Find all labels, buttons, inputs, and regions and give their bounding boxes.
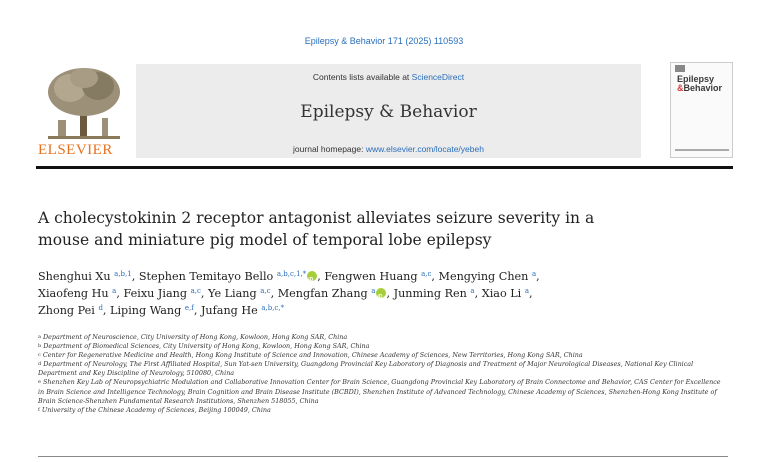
- author-separator: ,: [474, 287, 482, 300]
- author-entry: [38, 287, 123, 300]
- author-separator: ,: [317, 270, 325, 283]
- author-entry: [482, 287, 533, 300]
- author-entry: [324, 270, 438, 283]
- article-title-line1: A cholecystokinin 2 receptor antagonist alleviates seizure severity in a: [38, 209, 595, 227]
- author-name[interactable]: Mengying Chen: [438, 270, 529, 283]
- author-entry: [38, 270, 139, 283]
- author-name[interactable]: Junming Ren: [393, 287, 467, 300]
- author-name[interactable]: Jufang He: [200, 304, 258, 317]
- affiliation-label: b: [38, 343, 42, 350]
- cover-title: [677, 75, 722, 93]
- author-separator: ,: [386, 287, 394, 300]
- author-separator: ,: [536, 270, 540, 283]
- author-entry: [110, 304, 201, 317]
- orcid-icon[interactable]: [376, 288, 386, 298]
- affiliation-text: Center for Regenerative Medicine and Health, Hong Kong Institute of Science and Innovation, Chinese Academy of Sciences, New Territories, Hong Kong SAR, China: [42, 351, 583, 360]
- masthead-panel: [136, 64, 641, 158]
- author-separator: ,: [116, 287, 124, 300]
- homepage-label: journal homepage:: [293, 144, 366, 154]
- contents-text: Contents lists available at: [312, 72, 412, 82]
- affiliation-item: [38, 406, 728, 415]
- author-affiliation-marker[interactable]: a,c: [190, 287, 201, 295]
- author-affiliation-marker[interactable]: e,f: [184, 304, 194, 312]
- affiliation-label: e: [38, 379, 41, 386]
- author-name[interactable]: Xiao Li: [481, 287, 522, 300]
- author-separator: ,: [431, 270, 439, 283]
- author-affiliation-marker[interactable]: a: [531, 270, 537, 278]
- author-affiliation-marker[interactable]: a,b,c,1,*: [276, 270, 307, 278]
- author-entry: [38, 304, 110, 317]
- journal-masthead: [36, 62, 733, 166]
- affiliation-label: c: [38, 352, 41, 359]
- sciencedirect-link[interactable]: ScienceDirect: [411, 72, 465, 82]
- affiliation-item: [38, 360, 728, 378]
- affiliation-item: [38, 351, 728, 360]
- author-entry: [123, 287, 208, 300]
- author-entry: [139, 270, 325, 283]
- author-name[interactable]: Liping Wang: [110, 304, 182, 317]
- affiliation-item: [38, 378, 728, 405]
- cover-title-line1: Epilepsy: [677, 74, 715, 84]
- elsevier-logo[interactable]: [36, 62, 132, 162]
- author-separator: ,: [270, 287, 278, 300]
- section-divider: [38, 456, 728, 457]
- author-name[interactable]: Ye Liang: [208, 287, 257, 300]
- contents-availability: [136, 72, 641, 82]
- elsevier-tree-icon: [44, 66, 124, 142]
- affiliation-label: d: [38, 361, 42, 368]
- affiliation-text: Department of Neuroscience, City University of Hong Kong, Kowloon, Hong Kong SAR, China: [43, 333, 348, 341]
- cover-divider: [675, 149, 729, 151]
- cover-publisher-icon: [675, 65, 685, 72]
- journal-cover-thumbnail[interactable]: [670, 62, 733, 158]
- author-entry: [439, 270, 540, 283]
- affiliation-text: Department of Biomedical Sciences, City University of Hong Kong, Kowloon, Hong Kong SAR, China: [43, 342, 370, 351]
- author-list: [38, 268, 728, 319]
- journal-homepage: [136, 144, 641, 154]
- orcid-icon[interactable]: [307, 271, 317, 281]
- author-name[interactable]: Xiaofeng Hu: [38, 287, 109, 300]
- affiliation-text: Shenzhen Key Lab of Neuropsychiatric Modulation and Collaborative Innovation Center for Brain Science, Guangdong Provincial Key Laboratory of Brain Connectome and Behavior, CAS Center for Excellence in Brain Science and Intelligence Technology, Brain Cognition and Brain Disease Institute (BCBDI), Shenzhen Institute of Advanced Technology, Chinese Academy of Sciences, Shenzhen-Hong Kong Institute of Brain Science-Shenzhen Fundamental Research Institutions, Shenzhen 518055, China: [38, 378, 721, 405]
- homepage-link[interactable]: www.elsevier.com/locate/yebeh: [365, 144, 484, 154]
- journal-citation[interactable]: Epilepsy & Behavior 171 (2025) 110593: [304, 36, 464, 46]
- affiliation-list: [38, 333, 728, 415]
- author-affiliation-marker[interactable]: a,c: [421, 270, 432, 278]
- author-separator: ,: [131, 270, 139, 283]
- masthead-rule: [36, 166, 733, 169]
- author-entry: [278, 287, 394, 300]
- author-affiliation-marker[interactable]: d: [98, 304, 103, 312]
- author-affiliation-marker[interactable]: a,b,1: [114, 270, 132, 278]
- author-entry: [394, 287, 482, 300]
- affiliation-item: [38, 333, 728, 342]
- author-name[interactable]: Fengwen Huang: [324, 270, 418, 283]
- author-entry: [208, 287, 278, 300]
- cover-title-line2: Behavior: [683, 83, 723, 93]
- author-affiliation-marker[interactable]: a,c: [260, 287, 271, 295]
- journal-title[interactable]: Epilepsy & Behavior: [300, 102, 477, 122]
- affiliation-item: [38, 342, 728, 351]
- cover-title-amp: &: [677, 83, 684, 93]
- author-name[interactable]: Feixu Jiang: [123, 287, 188, 300]
- author-name[interactable]: Shenghui Xu: [38, 270, 111, 283]
- author-entry: [201, 304, 284, 317]
- author-separator: ,: [529, 287, 533, 300]
- affiliation-label: a: [38, 334, 41, 340]
- affiliation-label: f: [38, 406, 40, 413]
- author-name[interactable]: Mengfan Zhang: [277, 287, 368, 300]
- author-affiliation-marker[interactable]: a,b,c,*: [261, 304, 285, 312]
- author-separator: ,: [102, 304, 111, 317]
- author-name[interactable]: Zhong Pei: [38, 304, 95, 317]
- author-affiliation-marker[interactable]: a: [470, 287, 475, 295]
- author-name[interactable]: Stephen Temitayo Bello: [138, 270, 274, 283]
- article-title-line2: mouse and miniature pig model of temporal lobe epilepsy: [38, 231, 492, 249]
- affiliation-text: University of the Chinese Academy of Sciences, Beijing 100049, China: [41, 405, 271, 414]
- author-affiliation-marker[interactable]: a: [112, 287, 117, 295]
- author-affiliation-marker[interactable]: a: [371, 287, 376, 295]
- article-title: [38, 207, 698, 251]
- author-affiliation-marker[interactable]: a: [524, 287, 529, 295]
- author-separator: ,: [193, 304, 201, 317]
- affiliation-text: Department of Neurology, The First Affiliated Hospital, Sun Yat-sen University, Guangdong Provincial Key Laboratory of Diagnosis and Treatment of Major Neurological Diseases, National Key Clinical Department and Key Discipline of Neurology, 510080, China: [38, 360, 694, 378]
- elsevier-wordmark: ELSEVIER: [38, 142, 113, 158]
- author-separator: ,: [200, 287, 209, 300]
